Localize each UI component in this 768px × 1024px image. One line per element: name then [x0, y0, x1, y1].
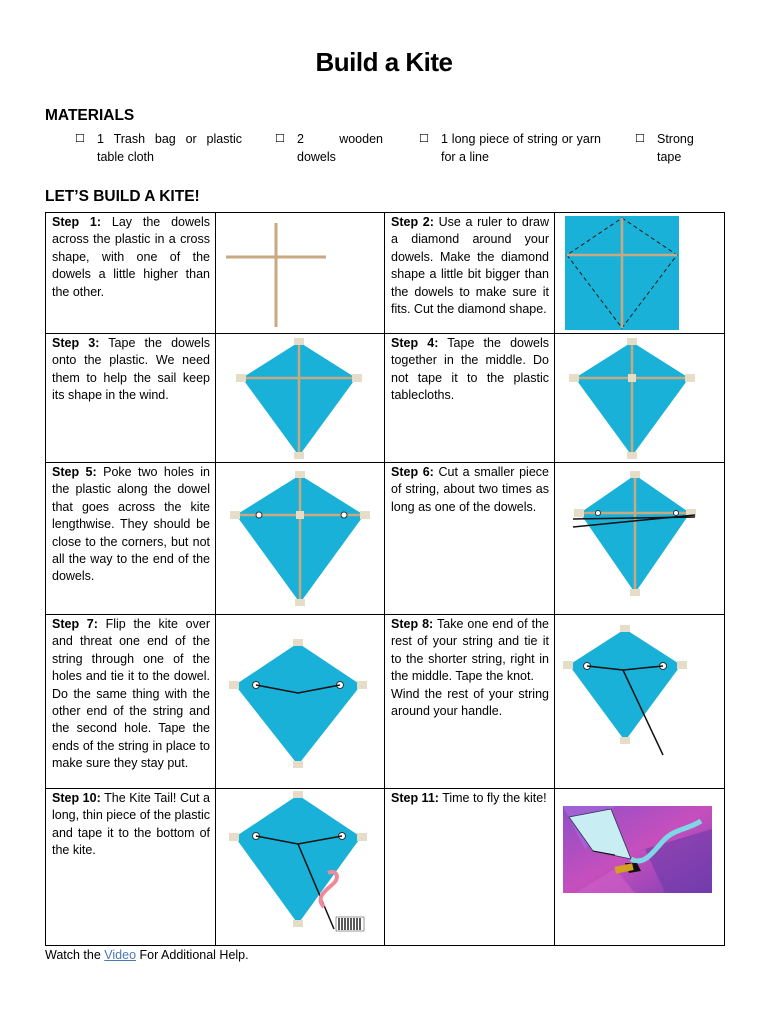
taped-kite-illustration	[216, 334, 385, 462]
step-description: Tape the dowels together in the middle. Do not tape it to the plastic tablecloths.	[391, 336, 549, 403]
footer-text-before: Watch the	[45, 948, 105, 962]
step-11-image	[555, 789, 725, 946]
step-description: Cut a smaller piece of string, about two times as long as one of the dowels.	[391, 465, 549, 514]
video-link[interactable]: Video	[104, 948, 137, 962]
material-text: 2 wooden dowels	[297, 132, 383, 164]
step-label: Step 8:	[391, 617, 434, 631]
step-description-2: Wind the rest of your string around your handle.	[391, 686, 549, 719]
material-text: Strong tape	[657, 132, 694, 164]
step-2-image	[555, 213, 725, 334]
kite-string-illustration	[555, 463, 725, 614]
step-7-text	[46, 615, 216, 789]
checkbox-icon[interactable]: ☐	[635, 133, 645, 145]
page-title: Build a Kite	[315, 47, 453, 77]
step-description: Time to fly the kite!	[442, 791, 547, 805]
step-3-text	[46, 334, 216, 463]
diamond-drawn-illustration	[555, 213, 725, 333]
table-row	[46, 334, 725, 463]
step-label: Step 3:	[52, 336, 100, 350]
material-text: 1 Trash bag or plastic table cloth	[97, 132, 242, 164]
material-text: 1 long piece of string or yarn for a line	[441, 132, 601, 164]
taped-middle-kite-illustration	[555, 334, 725, 462]
step-description: Tape the dowels onto the plastic. We need them to help the sail keep its shape in the wind.	[52, 336, 210, 403]
step-label: Step 6:	[391, 465, 434, 479]
step-4-text	[385, 334, 555, 463]
step-8-text	[385, 615, 555, 789]
step-label: Step 10:	[52, 791, 101, 805]
footer-text-after: For Additional Help.	[136, 948, 249, 962]
step-4-image	[555, 334, 725, 463]
step-10-image	[216, 789, 385, 946]
step-description: Take one end of the rest of your string and tie it to the shorter string, right in the middle. Tape the knot.	[391, 617, 549, 684]
step-label: Step 2:	[391, 215, 434, 229]
step-6-text	[385, 463, 555, 615]
step-11-text	[385, 789, 555, 946]
checkbox-icon[interactable]: ☐	[419, 133, 429, 145]
step-description: Poke two holes in the plastic along the dowel that goes across the kite lengthwise. They should be close to the corners, but not all the way to the end of the dowels.	[52, 465, 210, 584]
checkbox-icon[interactable]: ☐	[275, 133, 285, 145]
kite-line-illustration	[555, 615, 725, 788]
step-8-image	[555, 615, 725, 789]
step-1-image	[216, 213, 385, 334]
step-label: Step 5:	[52, 465, 97, 479]
materials-heading: MATERIALS	[45, 107, 135, 124]
step-5-image	[216, 463, 385, 615]
step-description: The Kite Tail! Cut a long, thin piece of the plastic and tape it to the bottom of the kite.	[52, 791, 210, 858]
steps-table	[45, 212, 725, 946]
step-10-text	[46, 789, 216, 946]
step-label: Step 4:	[391, 336, 439, 350]
step-6-image	[555, 463, 725, 615]
step-3-image	[216, 334, 385, 463]
kite-tail-illustration	[216, 789, 385, 945]
step-label: Step 7:	[52, 617, 98, 631]
cross-dowels-illustration	[216, 213, 385, 333]
table-row	[46, 789, 725, 946]
table-row	[46, 463, 725, 615]
step-2-text	[385, 213, 555, 334]
kite-bridle-illustration	[216, 615, 385, 788]
flying-kite-illustration	[555, 789, 725, 945]
table-row	[46, 213, 725, 334]
table-row	[46, 615, 725, 789]
step-1-text	[46, 213, 216, 334]
step-5-text	[46, 463, 216, 615]
step-label: Step 1:	[52, 215, 102, 229]
footer-note	[45, 948, 249, 962]
step-description: Use a ruler to draw a diamond around your dowels. Make the diamond shape a little bit bigger than the dowels to make sure it fits. Cut the diamond shape.	[391, 215, 549, 317]
step-description: Flip the kite over and threat one end of the string through one of the holes and tie it to the dowel. Do the same thing with the other end of the string and the second hole. Tape the ends of the string in place to make sure they stay put.	[52, 617, 210, 771]
checkbox-icon[interactable]: ☐	[75, 133, 85, 145]
step-description: Lay the dowels across the plastic in a cross shape, with one of the dowels a little higher than the other.	[52, 215, 210, 299]
build-heading: LET’S BUILD A KITE!	[45, 188, 200, 205]
kite-holes-illustration	[216, 463, 385, 614]
step-label: Step 11:	[391, 791, 439, 805]
step-7-image	[216, 615, 385, 789]
